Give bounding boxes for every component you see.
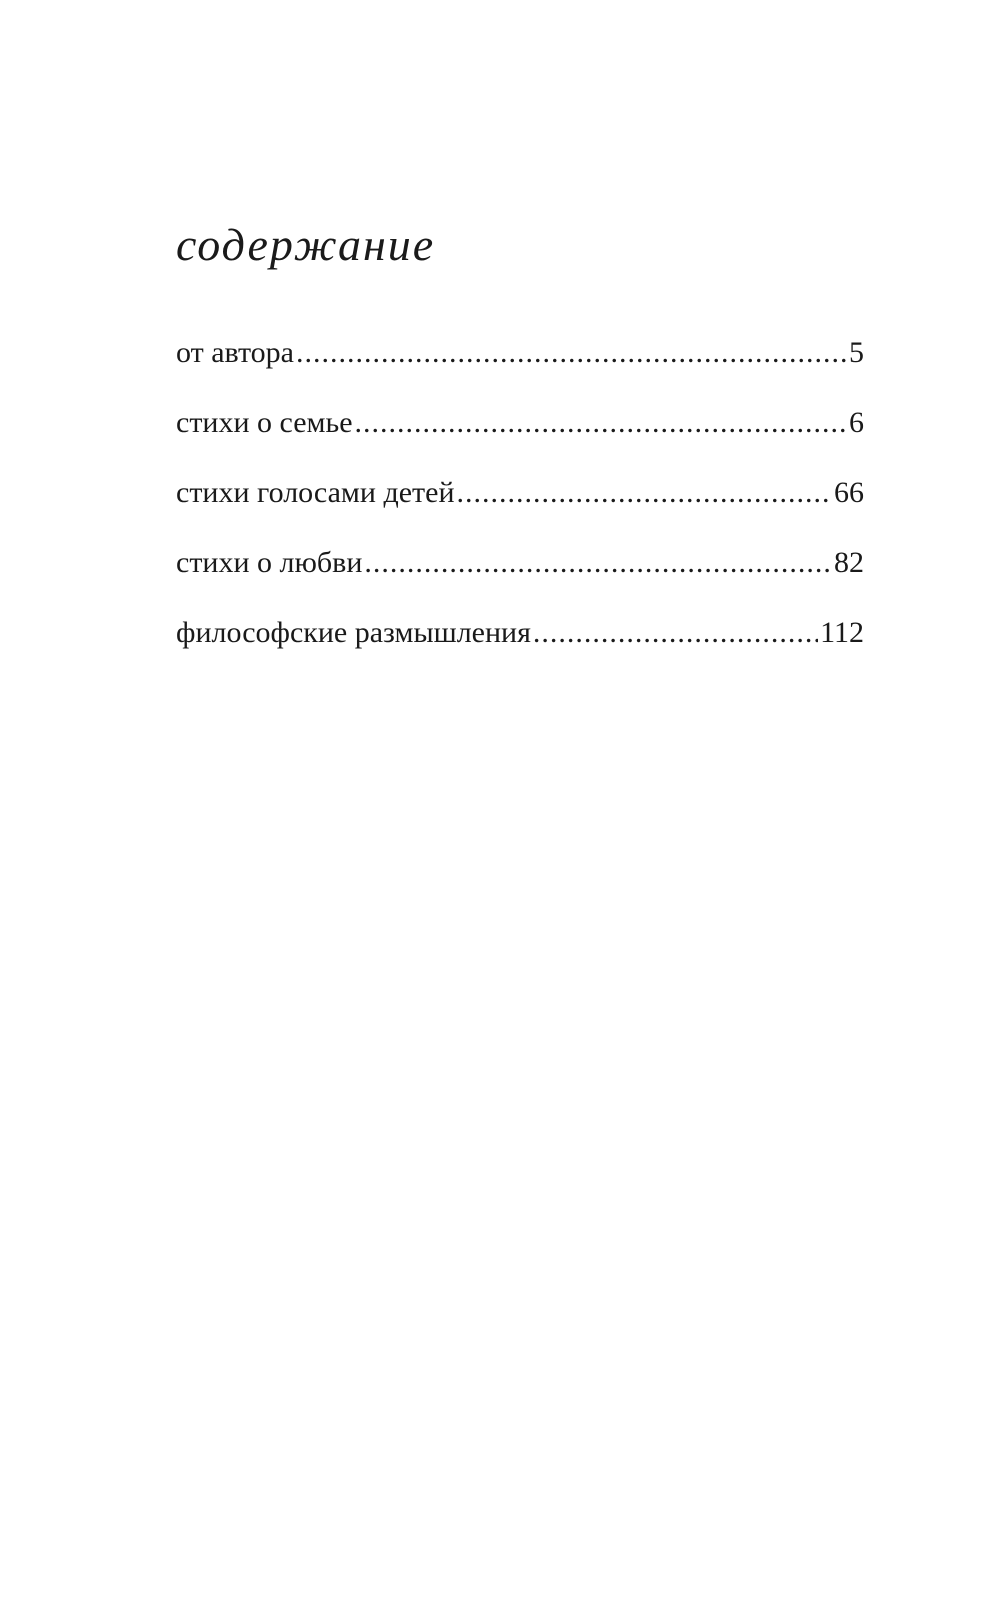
toc-entry-page: 112 [820, 616, 864, 649]
toc-entry-label: стихи о любви [176, 546, 363, 579]
toc-entry [176, 338, 864, 408]
toc-entry-page: 6 [849, 406, 864, 439]
toc-entry-page: 66 [834, 476, 864, 509]
dot-leader [296, 338, 847, 368]
dot-leader [364, 548, 832, 578]
toc-entry-label: стихи голосами детей [176, 476, 455, 509]
toc-entry-label: стихи о семье [176, 406, 353, 439]
dot-leader [533, 618, 818, 648]
dot-leader [457, 478, 832, 508]
toc-entry [176, 478, 864, 548]
toc-entry-label: философские размышления [176, 616, 531, 649]
toc-entry-page: 82 [834, 546, 864, 579]
toc-entry-label: от автора [176, 336, 294, 369]
toc-entry [176, 548, 864, 618]
toc-title: содержание [176, 219, 436, 270]
dot-leader [355, 408, 847, 438]
toc-list [176, 338, 864, 688]
toc-entry [176, 408, 864, 478]
toc-entry [176, 618, 864, 688]
toc-entry-page: 5 [849, 336, 864, 369]
